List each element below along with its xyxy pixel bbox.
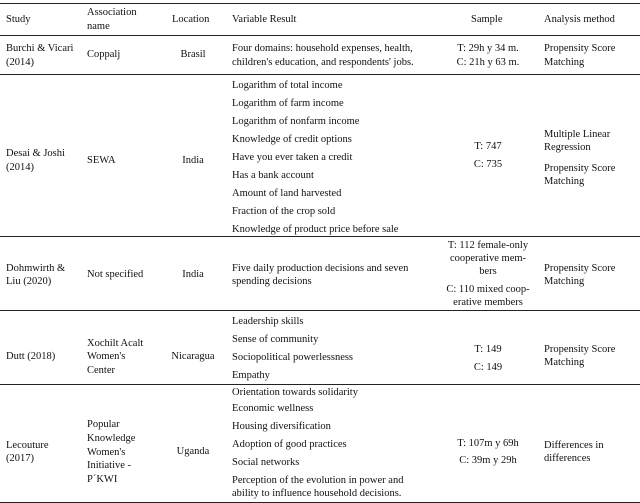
method-line: Matching — [544, 176, 585, 187]
study-line: Desai & Joshi — [6, 148, 65, 159]
variable-line: Orientation towards solidarity — [232, 387, 358, 398]
association-line: Center — [87, 365, 115, 376]
header-rule — [0, 35, 640, 36]
row-rule — [0, 74, 640, 75]
header-association-line1: Association — [87, 7, 137, 18]
variable-line: Adoption of good practices — [232, 439, 347, 450]
variable-line: Fraction of the crop sold — [232, 206, 336, 217]
study-line: (2014) — [6, 162, 34, 173]
study-line: Dutt (2018) — [6, 351, 56, 362]
variable-line: Four domains: household expenses, health, — [232, 43, 413, 54]
header-location: Location — [172, 14, 210, 25]
variable-line: Perception of the evolution in power and — [232, 475, 404, 486]
study-line: (2014) — [6, 57, 34, 68]
study-line: (2017) — [6, 453, 34, 464]
location-cell: Uganda — [176, 446, 210, 457]
variable-line: Knowledge of credit options — [232, 134, 352, 145]
sample-line: cooperative mem- — [449, 253, 527, 264]
sample-line: T: 747 — [474, 141, 502, 152]
variable-line: spending decisions — [232, 276, 312, 287]
method-line: differences — [544, 453, 591, 464]
association-line: SEWA — [87, 155, 116, 166]
sample-line: C: 39m y 29h — [459, 455, 517, 466]
method-line: Differences in — [544, 440, 604, 451]
header-sample: Sample — [471, 14, 503, 25]
header-association-line2: name — [87, 21, 110, 32]
variable-line: Knowledge of product price before sale — [232, 224, 399, 235]
association-line: Xochilt Acalt — [87, 338, 144, 349]
method-line: Propensity Score — [544, 344, 616, 355]
row-rule — [0, 310, 640, 311]
sample-line: C: 21h y 63 m. — [456, 57, 520, 68]
location-cell: India — [182, 269, 204, 280]
header-variable: Variable Result — [232, 14, 297, 25]
variable-line: Logarithm of nonfarm income — [232, 116, 360, 127]
variable-line: Have you ever taken a credit — [232, 152, 353, 163]
location-cell: India — [182, 155, 204, 166]
sample-line: C: 735 — [473, 159, 503, 170]
method-line: Propensity Score — [544, 163, 616, 174]
location-cell: Nicaragua — [171, 351, 215, 362]
method-line: Multiple Linear — [544, 129, 611, 140]
variable-line: Amount of land harvested — [232, 188, 342, 199]
variable-line: children's education, and respondents' jobs. — [232, 57, 414, 68]
variable-line: Social networks — [232, 457, 300, 468]
sample-line: T: 107m y 69h — [457, 438, 519, 449]
study-line: Liu (2020) — [6, 276, 52, 287]
study-line: Dohmwirth & — [6, 263, 66, 274]
variable-line: Logarithm of total income — [232, 80, 343, 91]
association-line: Women's — [87, 447, 126, 458]
variable-line: ability to influence household decisions. — [232, 488, 402, 499]
sample-line: T: 29h y 34 m. — [457, 43, 519, 54]
variable-line: Logarithm of farm income — [232, 98, 344, 109]
variable-line: Has a bank account — [232, 170, 314, 181]
sample-line: C: 149 — [473, 362, 503, 373]
location-cell: Brasil — [180, 49, 206, 60]
association-line: P´KWI — [87, 474, 118, 485]
sample-line: T: 149 — [474, 344, 502, 355]
top-rule — [0, 3, 640, 4]
study-line: Burchi & Vicari — [6, 43, 74, 54]
association-line: Coppalj — [87, 49, 121, 60]
variable-line: Leadership skills — [232, 316, 304, 327]
method-line: Propensity Score — [544, 263, 616, 274]
variable-line: Empathy — [232, 370, 270, 381]
method-line: Matching — [544, 357, 585, 368]
method-line: Propensity Score — [544, 43, 616, 54]
variable-line: Housing diversification — [232, 421, 331, 432]
header-method: Analysis method — [544, 14, 615, 25]
header-study: Study — [6, 14, 31, 25]
sample-line: bers — [479, 266, 497, 277]
method-line: Matching — [544, 276, 585, 287]
sample-line: erative members — [453, 297, 523, 308]
variable-line: Five daily production decisions and seven — [232, 263, 409, 274]
association-line: Knowledge — [87, 433, 136, 444]
variable-line: Sociopolitical powerlessness — [232, 352, 354, 363]
method-line: Regression — [544, 142, 591, 153]
sample-line: T: 112 female-only — [447, 240, 529, 251]
association-line: Popular — [87, 419, 120, 430]
row-rule — [0, 384, 640, 385]
variable-line: Sense of community — [232, 334, 319, 345]
method-line: Matching — [544, 57, 585, 68]
association-line: Not specified — [87, 269, 144, 280]
row-rule — [0, 236, 640, 237]
study-line: Lecouture — [6, 440, 49, 451]
variable-line: Economic wellness — [232, 403, 314, 414]
association-line: Women's — [87, 351, 126, 362]
association-line: Initiative - — [87, 460, 132, 471]
sample-line: C: 110 mixed coop- — [446, 284, 530, 295]
